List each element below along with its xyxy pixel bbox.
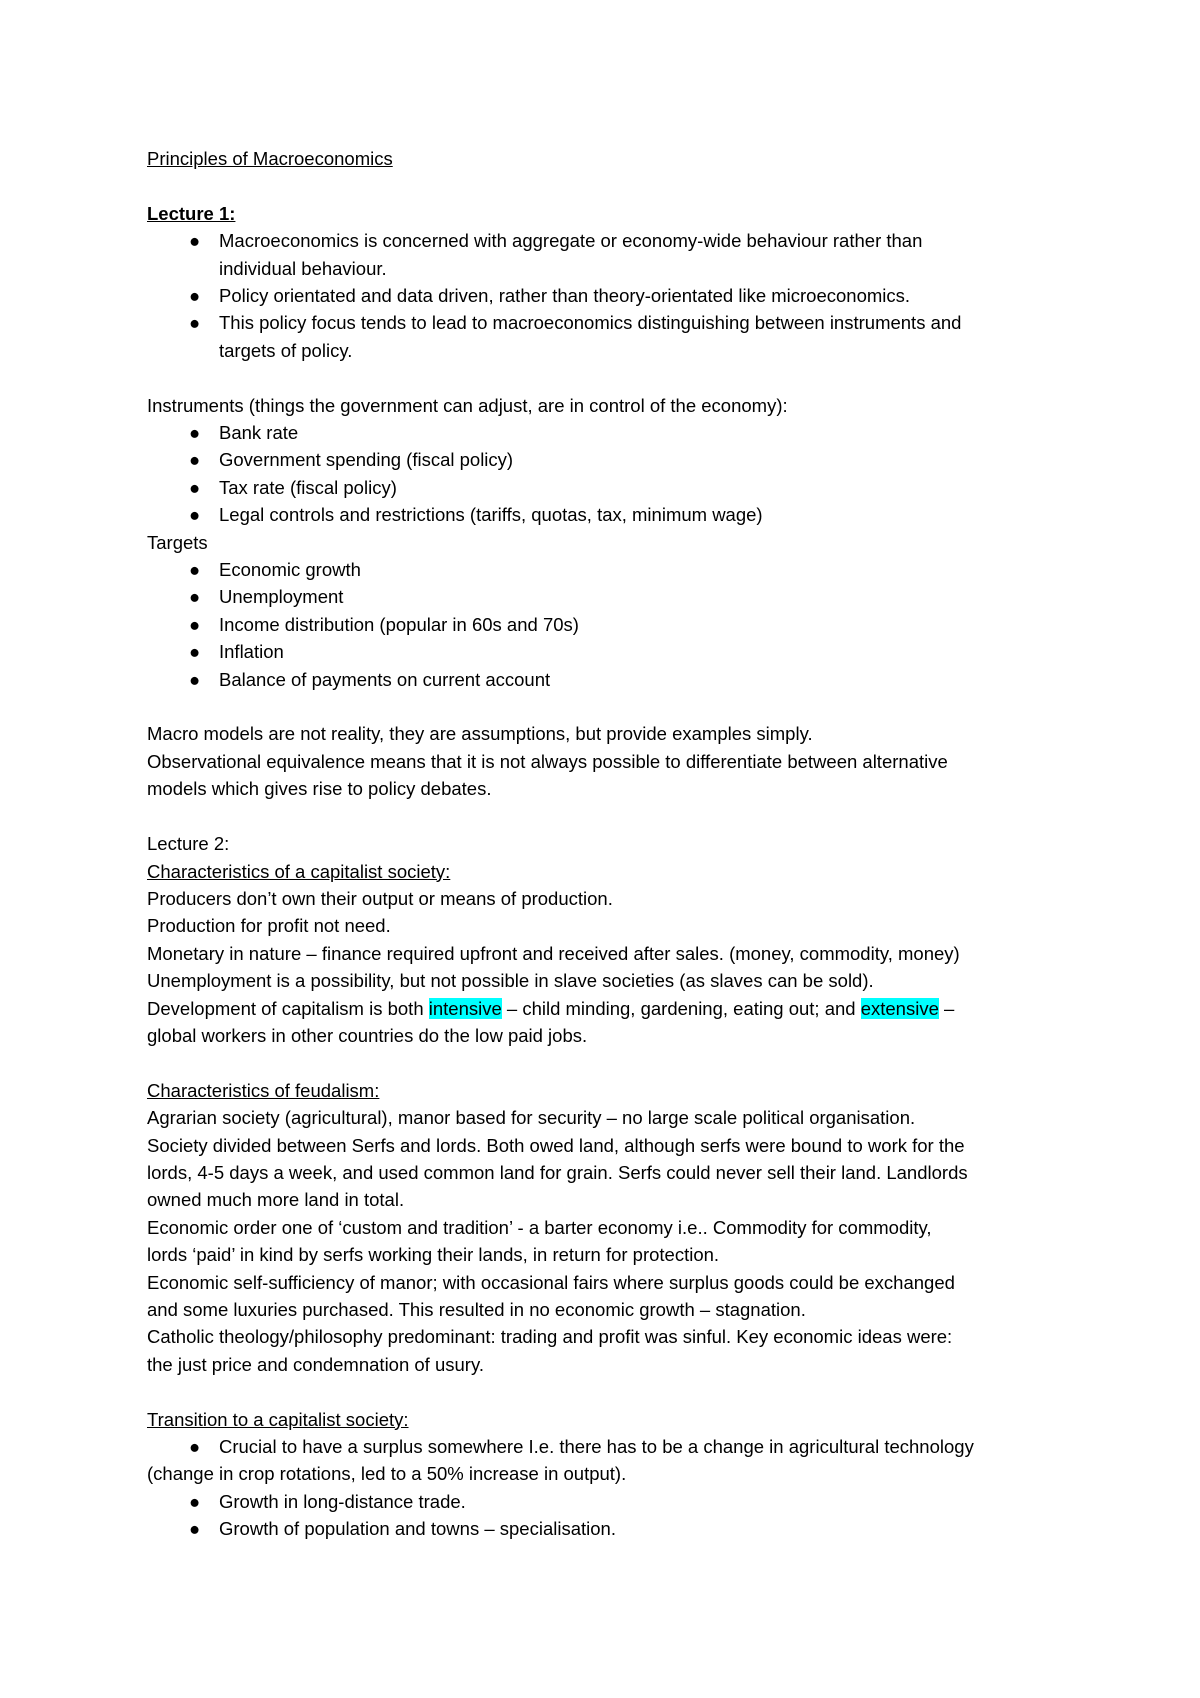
bullet-text: Tax rate (fiscal policy): [219, 476, 397, 498]
development-line: [147, 995, 1077, 1022]
bullet-icon: ●: [189, 668, 201, 690]
blank-line: [147, 693, 1077, 720]
paragraph-line: Production for profit not need.: [147, 915, 391, 937]
bullet-item: [147, 1515, 1077, 1542]
bullet-icon: ●: [189, 230, 201, 252]
bullet-text: Growth of population and towns – specialisation.: [219, 1518, 616, 1540]
bullet-text: This policy focus tends to lead to macroeconomics distinguishing between instruments and: [219, 312, 962, 334]
feudalism-heading: Characteristics of feudalism:: [147, 1079, 380, 1101]
paragraph-line: owned much more land in total.: [147, 1189, 405, 1211]
blank-line: [147, 172, 1077, 199]
paragraph-line: Agrarian society (agricultural), manor based for security – no large scale political organisation.: [147, 1107, 916, 1129]
paragraph-line: Economic order one of ‘custom and tradition’ - a barter economy i.e.. Commodity for commodity,: [147, 1216, 932, 1238]
bullet-continuation: individual behaviour.: [219, 257, 387, 279]
bullet-item: [147, 1433, 1077, 1460]
bullet-continuation: targets of policy.: [219, 339, 353, 361]
bullet-text: Policy orientated and data driven, rather than theory-orientated like microeconomics.: [219, 285, 911, 307]
bullet-item: [147, 556, 1077, 583]
bullet-item: [147, 419, 1077, 446]
bullet-text: Income distribution (popular in 60s and 70s): [219, 613, 579, 635]
document-page: [147, 145, 1077, 1543]
bullet-item: [147, 638, 1077, 665]
blank-line: [147, 803, 1077, 830]
highlight-intensive: intensive: [428, 997, 502, 1019]
bullet-item: [147, 583, 1077, 610]
bullet-item: [147, 309, 1077, 336]
bullet-icon: ●: [189, 1518, 201, 1540]
paragraph-line: Macro models are not reality, they are assumptions, but provide examples simply.: [147, 723, 813, 745]
bullet-icon: ●: [189, 641, 201, 663]
paragraph-line: Society divided between Serfs and lords. Both owed land, although serfs were bound to work for the: [147, 1134, 965, 1156]
bullet-text: Unemployment: [219, 586, 344, 608]
paragraph-line: Observational equivalence means that it is not always possible to differentiate between alternative: [147, 750, 948, 772]
paragraph-line: and some luxuries purchased. This resulted in no economic growth – stagnation.: [147, 1298, 806, 1320]
bullet-icon: ●: [189, 613, 201, 635]
bullet-icon: ●: [189, 422, 201, 444]
paragraph-line: Unemployment is a possibility, but not possible in slave societies (as slaves can be sold).: [147, 970, 874, 992]
text-segment: Development of capitalism is both: [147, 997, 429, 1019]
bullet-item: [147, 446, 1077, 473]
highlight-extensive: extensive: [860, 997, 939, 1019]
paragraph-line: global workers in other countries do the low paid jobs.: [147, 1024, 588, 1046]
bullet-text: Macroeconomics is concerned with aggregate or economy-wide behaviour rather than: [219, 230, 923, 252]
paragraph-line: Catholic theology/philosophy predominant: trading and profit was sinful. Key economic ideas were:: [147, 1326, 953, 1348]
lecture2-heading: Lecture 2:: [147, 833, 230, 855]
bullet-item: [147, 282, 1077, 309]
paragraph-line: models which gives rise to policy debates.: [147, 778, 492, 800]
capitalism-heading: Characteristics of a capitalist society:: [147, 860, 451, 882]
bullet-icon: ●: [189, 504, 201, 526]
text-segment: –: [938, 997, 955, 1019]
bullet-icon: ●: [189, 1490, 201, 1512]
paragraph-line: Economic self-sufficiency of manor; with occasional fairs where surplus goods could be exchanged: [147, 1271, 955, 1293]
instruments-heading: Instruments (things the government can adjust, are in control of the economy):: [147, 394, 788, 416]
paragraph-line: the just price and condemnation of usury.: [147, 1353, 484, 1375]
paragraph-line: Monetary in nature – finance required upfront and received after sales. (money, commodity, money): [147, 942, 960, 964]
bullet-text: Crucial to have a surplus somewhere I.e. there has to be a change in agricultural technology: [219, 1436, 974, 1457]
blank-line: [147, 1378, 1077, 1405]
paragraph-line: Producers don’t own their output or means of production.: [147, 887, 613, 909]
blank-line: [147, 1049, 1077, 1076]
text-segment: – child minding, gardening, eating out; and: [501, 997, 861, 1019]
bullet-item: [147, 1488, 1077, 1515]
bullet-text: Inflation: [219, 641, 284, 663]
document-title: Principles of Macroeconomics: [147, 148, 393, 169]
bullet-item: [147, 501, 1077, 528]
bullet-text: Balance of payments on current account: [219, 668, 551, 690]
bullet-icon: ●: [189, 285, 201, 307]
bullet-icon: ●: [189, 1436, 201, 1457]
lecture1-heading: Lecture 1:: [147, 202, 236, 224]
bullet-icon: ●: [189, 449, 201, 471]
bullet-item: [147, 227, 1077, 254]
paragraph-line: lords, 4-5 days a week, and used common land for grain. Serfs could never sell their land. Landlords: [147, 1161, 968, 1183]
bullet-icon: ●: [189, 476, 201, 498]
bullet-icon: ●: [189, 559, 201, 581]
bullet-item: [147, 666, 1077, 693]
blank-line: [147, 364, 1077, 391]
bullet-text: Legal controls and restrictions (tariffs, quotas, tax, minimum wage): [219, 504, 763, 526]
bullet-text: Government spending (fiscal policy): [219, 449, 514, 471]
paragraph-line: lords ‘paid’ in kind by serfs working their lands, in return for protection.: [147, 1244, 720, 1266]
bullet-continuation: (change in crop rotations, led to a 50% increase in output).: [147, 1463, 627, 1485]
bullet-icon: ●: [189, 586, 201, 608]
bullet-text: Bank rate: [219, 422, 299, 444]
transition-heading: Transition to a capitalist society:: [147, 1408, 409, 1430]
bullet-item: [147, 474, 1077, 501]
targets-heading: Targets: [147, 531, 208, 553]
bullet-text: Economic growth: [219, 559, 361, 581]
bullet-icon: ●: [189, 312, 201, 334]
bullet-text: Growth in long-distance trade.: [219, 1490, 466, 1512]
bullet-item: [147, 611, 1077, 638]
